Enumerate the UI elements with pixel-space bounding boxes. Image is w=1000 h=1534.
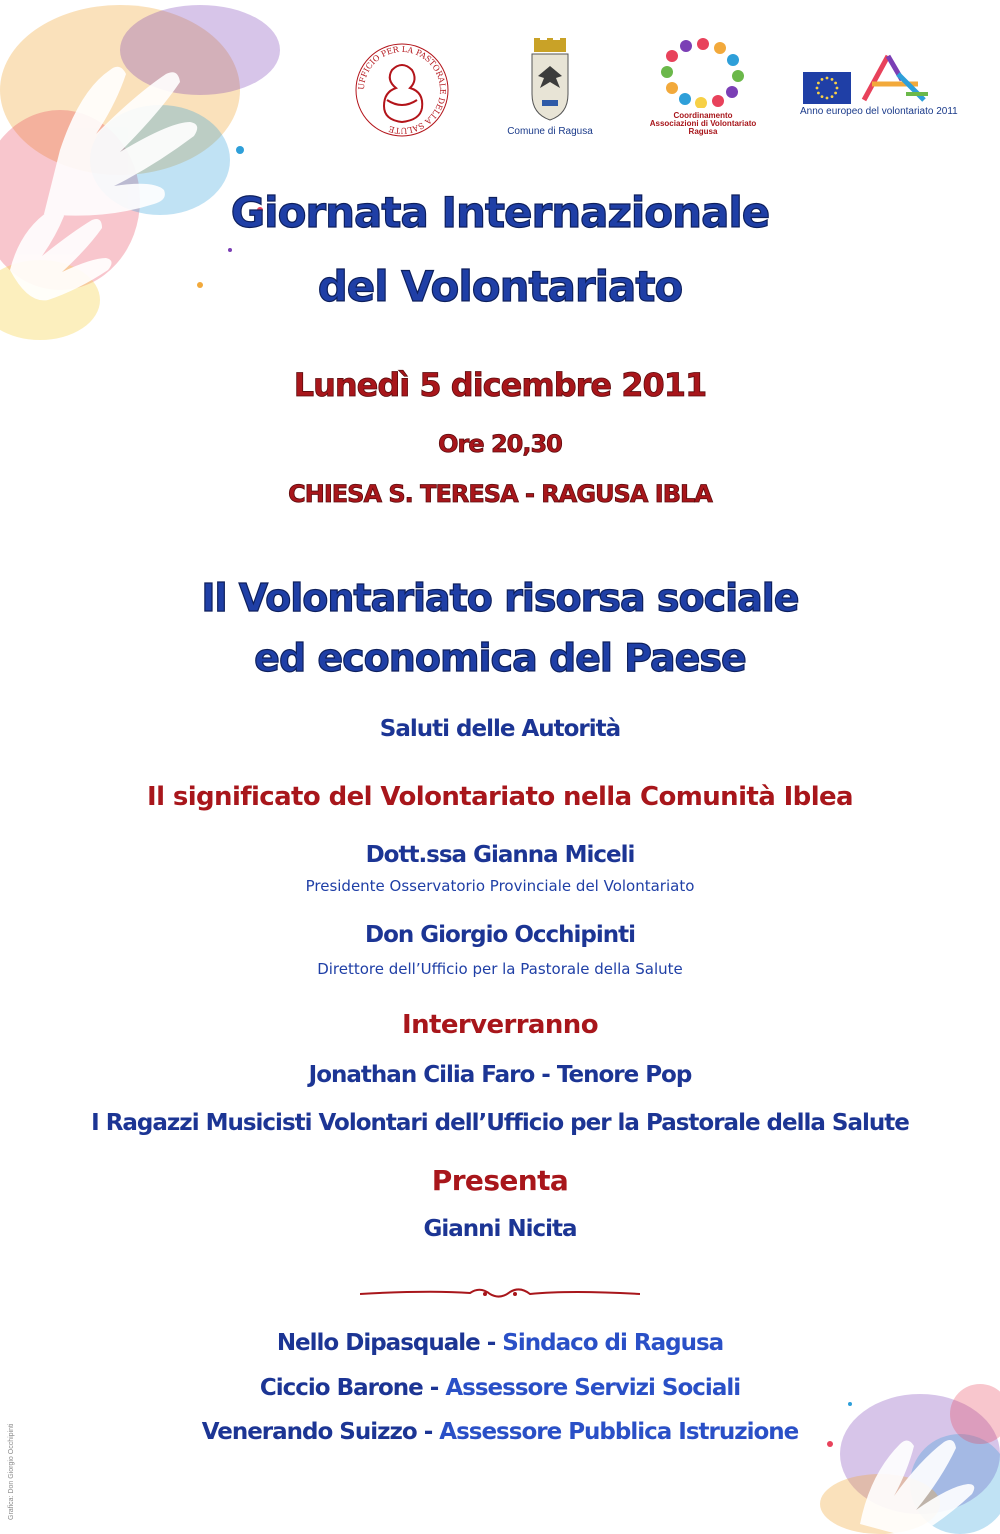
event-time: Ore 20,30 [438,430,562,458]
significato-heading: Il significato del Volontariato nella Comunità Iblea [147,782,853,812]
title-line-1: Giornata Internazionale [230,188,770,237]
event-date: Lunedì 5 dicembre 2011 [293,366,707,404]
performer-2: I Ragazzi Musicisti Volontari dell’Ufficio per la Pastorale della Salute [91,1110,909,1136]
speaker-2-role: Direttore dell’Ufficio per la Pastorale della Salute [317,960,683,978]
coordinamento-associazioni-logo [658,36,748,108]
anno-europeo-logo [858,50,932,106]
authority-3-name: Venerando Suizzo [201,1419,417,1445]
eu-flag-logo [803,72,851,104]
theme-line-2: ed economica del Paese [254,636,746,680]
authority-2-role: Assessore Servizi Sociali [445,1375,741,1401]
coordinamento-caption [633,112,773,136]
pastorale-logo-text: UFFICIO PER LA PASTORALE DELLA SALUTE [356,44,448,136]
title-line-2: del Volontariato [317,262,683,311]
authority-3-separator: - [416,1419,440,1445]
speaker-1-name: Dott.ssa Gianna Miceli [365,842,635,868]
coordinamento-caption-line1: Coordinamento [673,111,733,120]
event-place: CHIESA S. TERESA - RAGUSA IBLA [288,480,712,508]
coordinamento-caption-line3: Ragusa [688,127,718,136]
presenter-name: Gianni Nicita [423,1216,577,1242]
anno-europeo-caption: Anno europeo del volontariato 2011 [800,106,958,117]
authority-2-name: Ciccio Barone [259,1375,423,1401]
coordinamento-caption-line2: Associazioni di Volontariato [649,119,757,128]
authority-2-separator: - [422,1375,446,1401]
graphic-credit: Grafica: Don Giorgio Occhipinti [8,1423,15,1520]
speaker-2-name: Don Giorgio Occhipinti [364,922,635,948]
speaker-1-role: Presidente Osservatorio Provinciale del Volontariato [305,877,695,895]
interverranno-label: Interverranno [402,1010,598,1040]
pastorale-salute-logo [352,40,452,140]
authority-3-role: Assessore Pubblica Istruzione [439,1419,799,1445]
authority-row-3 [0,1419,1000,1445]
saluti-autorita: Saluti delle Autorità [379,716,621,742]
authority-row-2 [0,1375,1000,1401]
presenta-label: Presenta [431,1164,569,1197]
comune-ragusa-coat-of-arms [528,38,572,122]
authority-1-separator: - [479,1330,503,1356]
ornamental-divider [360,1284,640,1304]
authority-row-1 [0,1330,1000,1356]
authority-1-role: Sindaco di Ragusa [502,1330,724,1356]
performer-1: Jonathan Cilia Faro - Tenore Pop [308,1062,692,1088]
authority-1-name: Nello Dipasquale [276,1330,480,1356]
comune-ragusa-caption: Comune di Ragusa [507,126,593,137]
theme-line-1: Il Volontariato risorsa sociale [201,576,799,620]
